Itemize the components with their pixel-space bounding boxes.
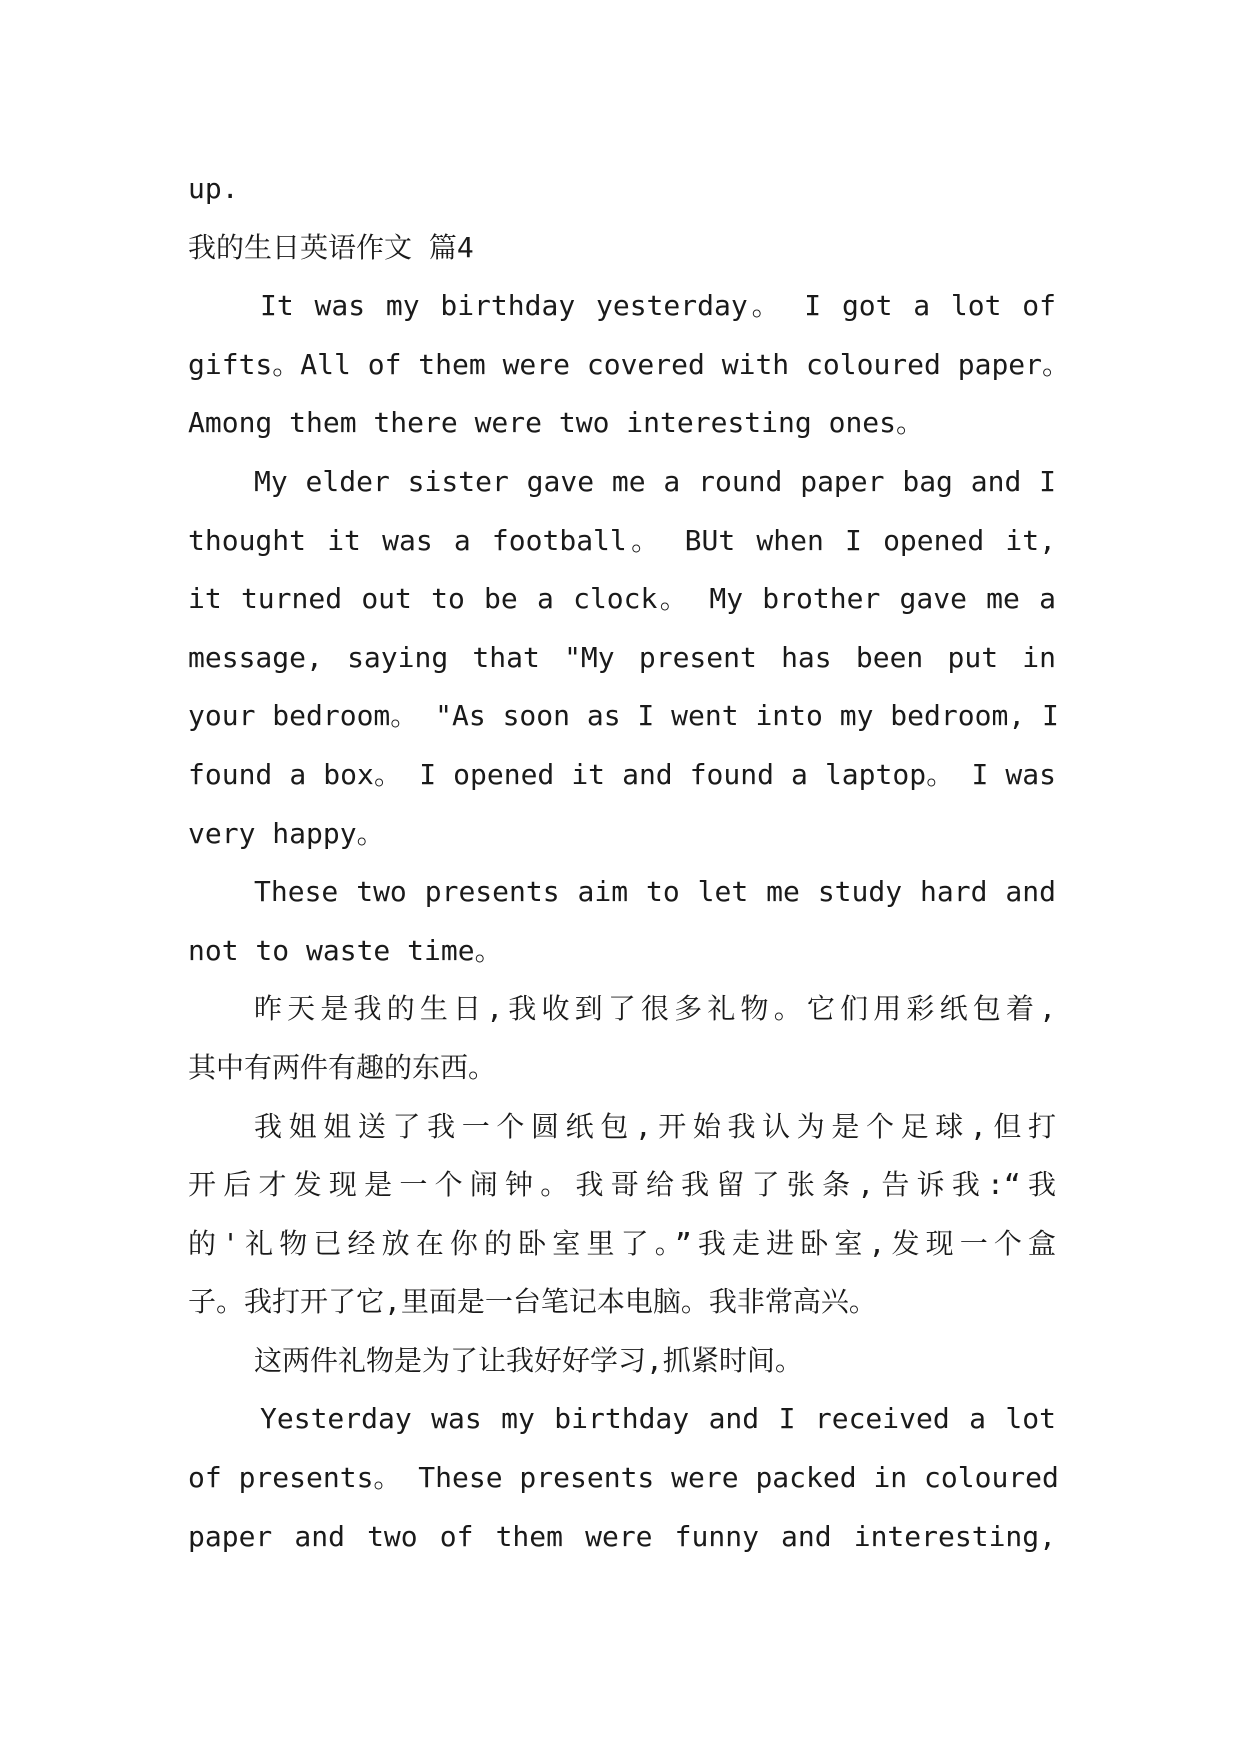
paragraph-line: of presents。 These presents were packed in coloured (188, 1461, 1059, 1495)
paragraph-line: 子。我打开了它,里面是一台笔记本电脑。我非常高兴。 (188, 1285, 877, 1319)
paragraph-7 (188, 1390, 1059, 1566)
paragraph-line: 我姐姐送了我一个圆纸包,开始我认为是个足球,但打 (254, 1109, 1056, 1143)
paragraph-line: thought it was a football。 BUt when I opened it, (188, 523, 1056, 557)
paragraph-line: 的'礼物已经放在你的卧室里了。”我走进卧室,发现一个盒 (188, 1226, 1056, 1260)
paragraph-line: your bedroom。 "As soon as I went into my bedroom, I (188, 699, 1059, 733)
paragraph-2 (188, 453, 1059, 863)
paragraph-line: 这两件礼物是为了让我好好学习,抓紧时间。 (254, 1343, 803, 1377)
document-page (188, 160, 1071, 1566)
paragraph-line: 其中有两件有趣的东西。 (188, 1050, 497, 1084)
paragraph-line: These two presents aim to let me study hard and (254, 875, 1056, 909)
paragraph-line: 开后才发现是一个闹钟。我哥给我留了张条,告诉我:“我 (188, 1168, 1056, 1202)
paragraph-line: My elder sister gave me a round paper bag and I (254, 464, 1056, 498)
paragraph-line: paper and two of them were funny and interesting, (188, 1519, 1056, 1553)
paragraph-line: found a box。 I opened it and found a laptop。 I was (188, 757, 1056, 791)
paragraph-line: gifts。All of them were covered with coloured paper。 (188, 347, 1071, 381)
paragraph-line: 昨天是我的生日,我收到了很多礼物。它们用彩纸包着, (254, 992, 1056, 1026)
paragraph-line: very happy。 (188, 816, 385, 850)
paragraph-5 (188, 1098, 1056, 1332)
paragraph-line: message, saying that "My present has been put in (188, 640, 1056, 674)
paragraph-3 (188, 863, 1056, 980)
paragraph-4 (188, 980, 1056, 1097)
paragraph-line: Yesterday was my birthday and I received a lot (260, 1402, 1056, 1436)
section-heading: 我的生日英语作文 篇4 (188, 230, 474, 264)
carryover-text: up. (188, 172, 239, 205)
paragraph-line: it turned out to be a clock。 My brother gave me a (188, 582, 1056, 616)
paragraph-line: It was my birthday yesterday。 I got a lot of (260, 289, 1056, 323)
paragraph-line: not to waste time。 (188, 933, 503, 967)
paragraph-line: Among them there were two interesting ones。 (188, 406, 925, 440)
paragraph-1 (188, 277, 1071, 453)
paragraph-6 (188, 1332, 1056, 1391)
